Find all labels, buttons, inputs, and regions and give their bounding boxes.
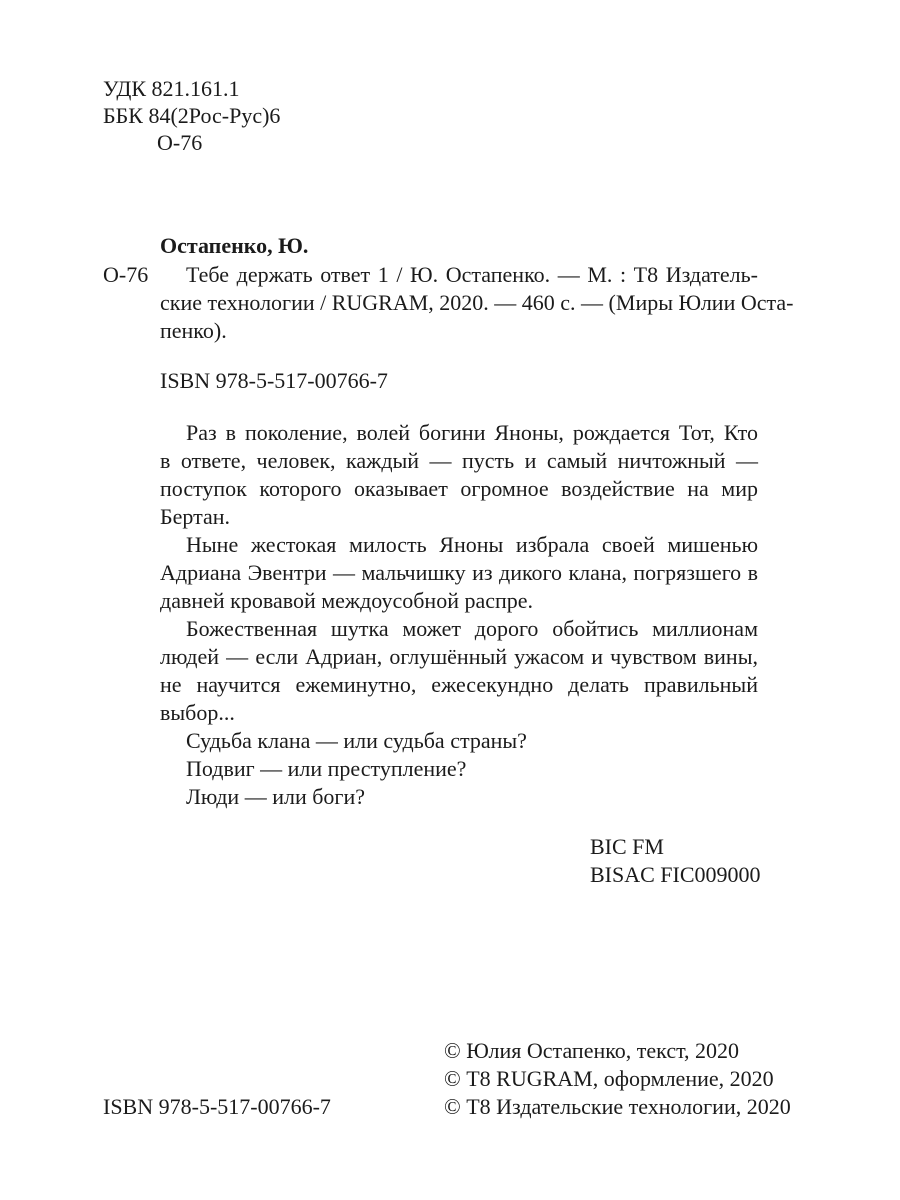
annotation-line: в ответе, человек, каждый — пусть и самый ничтожный —: [160, 448, 758, 473]
bibliographic-line: ские технологии / RUGRAM, 2020. — 460 с. — (Миры Юлии Оста-: [160, 290, 794, 315]
author-name: Остапенко, Ю.: [160, 233, 309, 258]
annotation-line: людей — если Адриан, оглушённый ужасом и чувством вины,: [160, 644, 758, 669]
udk-code: УДК 821.161.1: [103, 76, 240, 101]
bisac-code: BISAC FIC009000: [590, 862, 761, 887]
bbk-code: ББК 84(2Рос-Рус)6: [103, 103, 281, 128]
author-mark-code: О-76: [157, 130, 203, 155]
bibliographic-line: пенко).: [160, 318, 227, 343]
annotation-line: поступок которого оказывает огромное воздействие на мир: [160, 476, 758, 501]
annotation-line: выбор...: [160, 700, 235, 725]
copyright-line: © Юлия Остапенко, текст, 2020: [444, 1038, 740, 1063]
isbn-number: ISBN 978-5-517-00766-7: [160, 368, 388, 393]
annotation-question: Подвиг — или преступление?: [186, 756, 467, 781]
annotation-question: Судьба клана — или судьба страны?: [186, 728, 527, 753]
bibliographic-line: Тебе держать ответ 1 / Ю. Остапенко. — М. : Т8 Издатель-: [186, 262, 758, 287]
annotation-line: давней кровавой междоусобной распре.: [160, 588, 534, 613]
annotation-line: Бертан.: [160, 504, 231, 529]
copyright-line: © Т8 Издательские технологии, 2020: [444, 1094, 791, 1119]
annotation-line: Раз в поколение, волей богини Яноны, рождается Тот, Кто: [186, 420, 758, 445]
bic-code: BIC FM: [590, 834, 664, 859]
author-mark: О-76: [103, 262, 149, 287]
annotation-question: Люди — или боги?: [186, 784, 365, 809]
annotation-line: Ныне жестокая милость Яноны избрала своей мишенью: [186, 532, 758, 557]
copyright-line: © Т8 RUGRAM, оформление, 2020: [444, 1066, 774, 1091]
isbn-footer: ISBN 978-5-517-00766-7: [103, 1094, 331, 1119]
annotation-line: не научится ежеминутно, ежесекундно делать правильный: [160, 672, 758, 697]
annotation-line: Божественная шутка может дорого обойтись миллионам: [186, 616, 758, 641]
annotation-line: Адриана Эвентри — мальчишку из дикого клана, погрязшего в: [160, 560, 758, 585]
